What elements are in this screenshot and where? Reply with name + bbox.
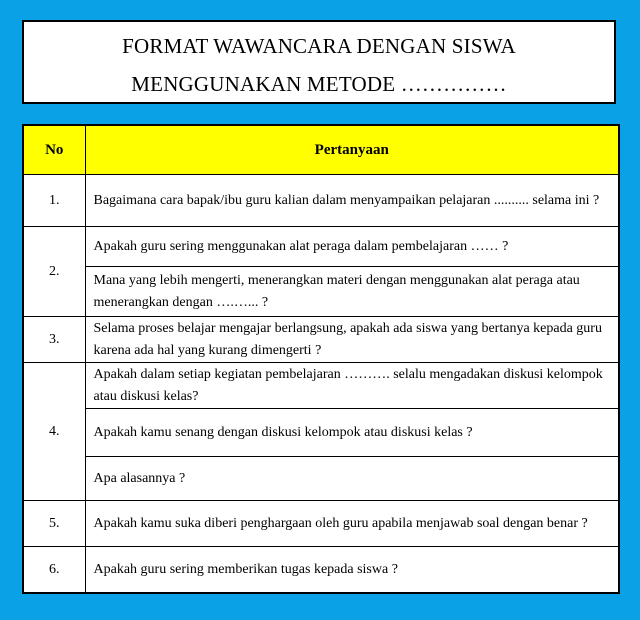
question-cell: Apakah guru sering memberikan tugas kepada siswa ? [85, 547, 619, 593]
question-cell: Apakah guru sering menggunakan alat peraga dalam pembelajaran …… ? [85, 227, 619, 267]
question-cell: Bagaimana cara bapak/ibu guru kalian dalam menyampaikan pelajaran .......... selama ini ? [85, 175, 619, 227]
header-question: Pertanyaan [85, 125, 619, 175]
question-cell: Apakah dalam setiap kegiatan pembelajaran ………. selalu mengadakan diskusi kelompok atau diskusi kelas? [85, 363, 619, 409]
row-number: 5. [23, 501, 85, 547]
table-row [23, 547, 619, 593]
table-row [23, 501, 619, 547]
row-number: 6. [23, 547, 85, 593]
table-row [23, 267, 619, 317]
question-cell: Apakah kamu senang dengan diskusi kelompok atau diskusi kelas ? [85, 409, 619, 457]
table-header-row [23, 125, 619, 175]
row-number: 4. [23, 363, 85, 501]
question-cell: Apakah kamu suka diberi penghargaan oleh guru apabila menjawab soal dengan benar ? [85, 501, 619, 547]
row-number: 3. [23, 317, 85, 363]
question-cell: Selama proses belajar mengajar berlangsung, apakah ada siswa yang bertanya kepada guru karena ada hal yang kurang dimengerti ? [85, 317, 619, 363]
title-line-1: FORMAT WAWANCARA DENGAN SISWA [122, 34, 516, 58]
table-row [23, 409, 619, 457]
title-box [22, 20, 616, 104]
interview-table-container [22, 124, 620, 594]
question-cell: Apa alasannya ? [85, 457, 619, 501]
title-line-2: MENGGUNAKAN METODE …………… [131, 72, 507, 96]
question-cell: Mana yang lebih mengerti, menerangkan materi dengan menggunakan alat peraga atau menerangkan dengan ….…... ? [85, 267, 619, 317]
interview-table [22, 124, 620, 594]
row-number: 2. [23, 227, 85, 317]
table-row [23, 175, 619, 227]
row-number: 1. [23, 175, 85, 227]
table-row [23, 363, 619, 409]
header-no: No [23, 125, 85, 175]
table-row [23, 227, 619, 267]
table-row [23, 457, 619, 501]
table-row [23, 317, 619, 363]
